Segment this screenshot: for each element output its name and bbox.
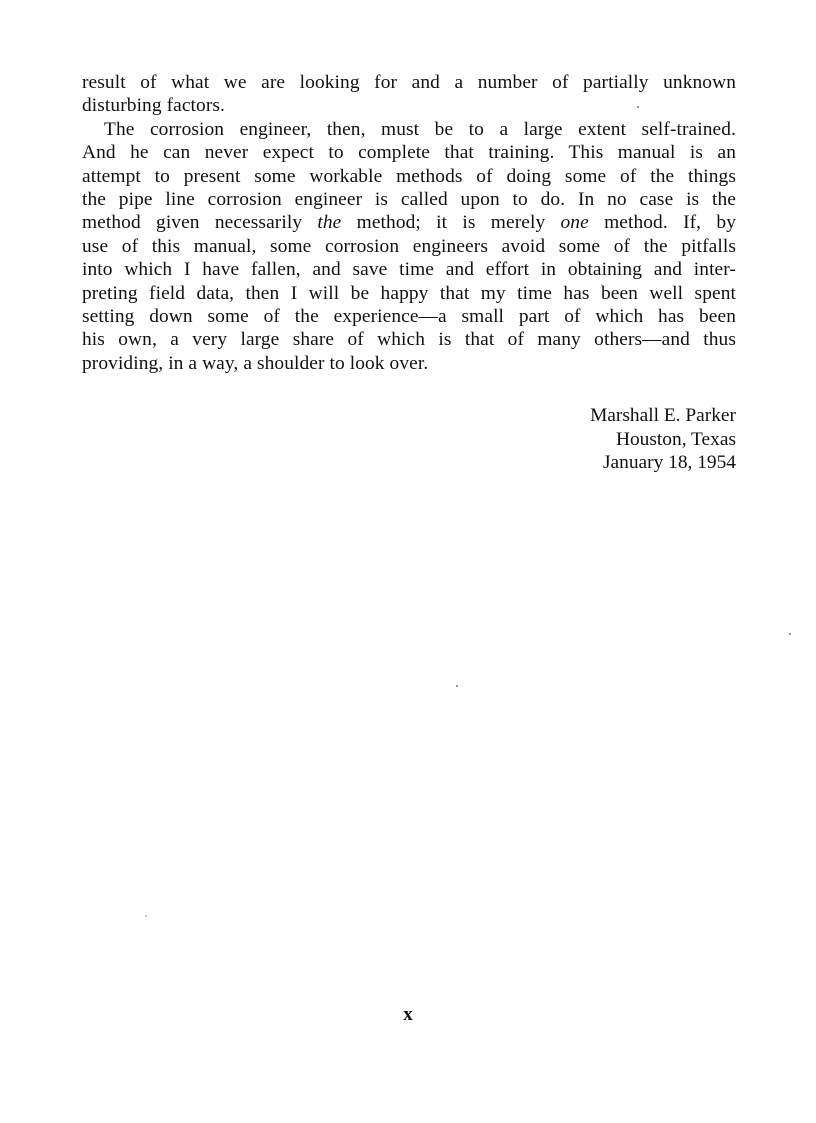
scan-speck — [145, 915, 147, 917]
text-line — [82, 352, 736, 375]
text-line — [82, 211, 736, 234]
text-run: And he can never expect to complete that training. This manual is an — [82, 142, 736, 164]
italic-emphasis: the — [317, 212, 342, 234]
body-text — [82, 71, 736, 375]
text-line: result of what we are looking for and a number of partially unknown — [82, 72, 736, 93]
text-line — [82, 141, 736, 164]
text-run: The corrosion engineer, then, must be to a large extent self-trained. — [104, 118, 736, 140]
text-run: setting down some of the experience—a small part of which has been — [82, 305, 736, 327]
text-run: attempt to present some workable methods of doing some of the things — [82, 165, 736, 187]
scan-speck — [789, 633, 791, 635]
text-run: method given necessarily — [82, 212, 318, 234]
text-line — [82, 165, 736, 188]
text-run: providing, in a way, a shoulder to look over. — [82, 352, 429, 374]
page-number: x — [403, 1004, 413, 1025]
scan-speck — [637, 106, 639, 108]
text-run: method. If, by — [588, 212, 736, 234]
author-place: Houston, Texas — [615, 428, 736, 450]
text-line — [82, 235, 736, 258]
scan-speck — [456, 685, 458, 687]
text-line — [82, 282, 736, 305]
signature-block — [590, 404, 736, 475]
text-line — [82, 188, 736, 211]
text-run: the pipe line corrosion engineer is called upon to do. In no case is the — [82, 188, 736, 210]
text-run: use of this manual, some corrosion engineers avoid some of the pitfalls — [82, 235, 736, 257]
text-run: method; it is merely — [341, 212, 561, 234]
text-run: preting field data, then I will be happy that my time has been well spent — [82, 282, 736, 304]
signature-date: January 18, 1954 — [602, 452, 736, 474]
text-line: disturbing factors. — [82, 95, 225, 117]
text-run: into which I have fallen, and save time and effort in obtaining and inter- — [82, 259, 736, 281]
text-line — [82, 305, 736, 328]
text-line — [82, 328, 736, 351]
text-line — [82, 258, 736, 281]
italic-emphasis: one — [560, 212, 589, 234]
text-line — [82, 118, 736, 141]
author-name: Marshall E. Parker — [590, 405, 736, 426]
text-run: his own, a very large share of which is that of many others—and thus — [82, 329, 736, 351]
